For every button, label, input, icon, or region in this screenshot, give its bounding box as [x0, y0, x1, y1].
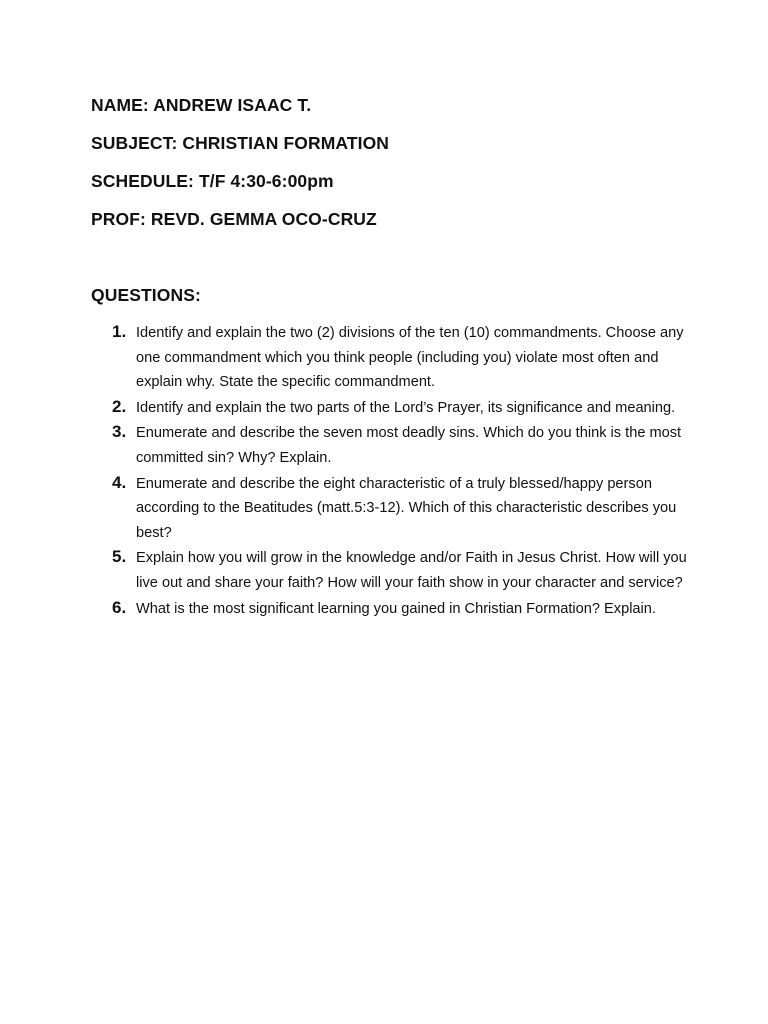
question-item — [91, 597, 691, 622]
question-text: Identify and explain the two (2) divisions of the ten (10) commandments. Choose any one commandment which you think people (including you) violate most often and explain why. State the specific commandment. — [136, 325, 684, 391]
question-text: Enumerate and describe the seven most deadly sins. Which do you think is the most committed sin? Why? Explain. — [136, 425, 682, 466]
question-number: 5. — [112, 547, 127, 567]
question-number: 2. — [112, 396, 127, 416]
question-number: 3. — [112, 422, 127, 442]
subject-line: SUBJECT: CHRISTIAN FORMATION — [91, 133, 390, 153]
question-number: 1. — [112, 322, 127, 341]
professor-line: PROF: REVD. GEMMA OCO-CRUZ — [91, 209, 377, 229]
question-item — [91, 421, 691, 470]
schedule-line: SCHEDULE: T/F 4:30-6:00pm — [91, 171, 334, 191]
question-number: 6. — [112, 597, 127, 617]
question-text: Explain how you will grow in the knowledge and/or Faith in Jesus Christ. How will you live out and share your faith? How will your faith show in your character and service? — [136, 550, 687, 591]
question-number: 4. — [112, 472, 127, 492]
questions-heading: QUESTIONS: — [91, 285, 201, 305]
question-item — [91, 546, 691, 595]
question-item — [91, 321, 691, 395]
student-name: NAME: ANDREW ISAAC T. — [91, 95, 312, 115]
question-item — [91, 396, 691, 421]
question-text: What is the most significant learning you gained in Christian Formation? Explain. — [136, 600, 656, 617]
question-text: Enumerate and describe the eight characteristic of a truly blessed/happy person according to the Beatitudes (matt.5:3-12). Which of this characteristic describes you best? — [136, 475, 677, 541]
question-item — [91, 472, 691, 546]
question-text: Identify and explain the two parts of the Lord’s Prayer, its significance and meaning. — [136, 399, 676, 416]
question-list — [91, 321, 691, 622]
